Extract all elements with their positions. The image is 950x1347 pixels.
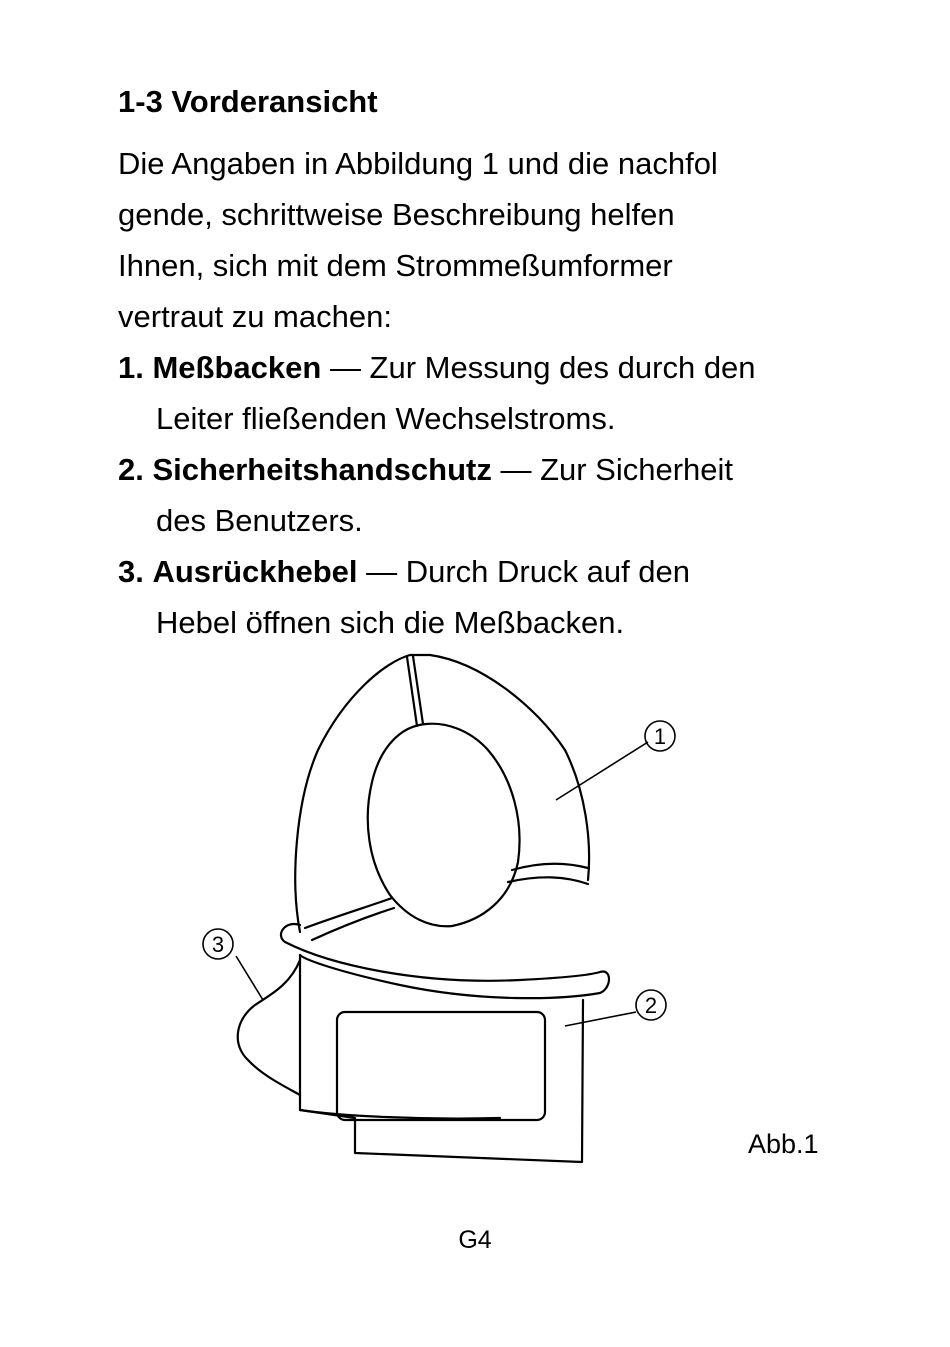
item-term: Meßbacken <box>152 350 322 385</box>
item-description-cont: Leiter fließenden Wechselstroms. <box>156 401 616 436</box>
section-heading: 1-3 Vorderansicht <box>118 84 378 119</box>
item-term: Sicherheitshandschutz <box>152 452 492 487</box>
item-description: — Zur Sicherheit <box>491 452 734 487</box>
item-description-cont: Hebel öffnen sich die Meßbacken. <box>156 605 625 640</box>
item-number: 1. <box>118 350 144 385</box>
jaw-inner-opening <box>368 724 520 927</box>
leader-line-1 <box>556 742 648 800</box>
item-number: 3. <box>118 554 144 589</box>
list-item-jaws <box>118 342 848 444</box>
hand-guard-lines <box>305 898 394 940</box>
intro-line: Die Angaben in Abbildung 1 und die nachfol <box>118 146 718 181</box>
trigger-lever <box>238 960 300 1095</box>
item-description-cont: des Benutzers. <box>156 503 363 538</box>
jaw-outline <box>295 655 589 932</box>
intro-line: gende, schrittweise Beschreibung helfen <box>118 197 675 232</box>
callout-label-3: 3 <box>211 932 225 957</box>
leader-line-3 <box>236 956 263 1000</box>
item-description: — Durch Druck auf den <box>357 554 691 589</box>
component-list <box>118 342 848 648</box>
item-description: — Zur Messung des durch den <box>321 350 756 385</box>
page-number: G4 <box>458 1226 492 1254</box>
callout-label-2: 2 <box>644 993 658 1018</box>
figure-caption: Abb.1 <box>748 1129 819 1159</box>
jaw-band-right <box>508 864 588 884</box>
meter-body <box>300 955 583 1162</box>
leader-line-2 <box>565 1012 636 1026</box>
item-number: 2. <box>118 452 144 487</box>
item-term: Ausrückhebel <box>152 554 358 589</box>
clamp-meter-figure <box>190 645 710 1175</box>
hand-guard <box>281 924 609 998</box>
intro-paragraph <box>118 138 818 342</box>
list-item-trigger <box>118 546 848 648</box>
jaw-split-line <box>407 656 423 726</box>
callout-label-1: 1 <box>653 724 667 749</box>
list-item-hand-guard <box>118 444 848 546</box>
intro-line: Ihnen, sich mit dem Strommeßumformer <box>118 248 673 283</box>
display-window <box>337 1012 545 1120</box>
intro-line: vertraut zu machen: <box>118 299 392 334</box>
